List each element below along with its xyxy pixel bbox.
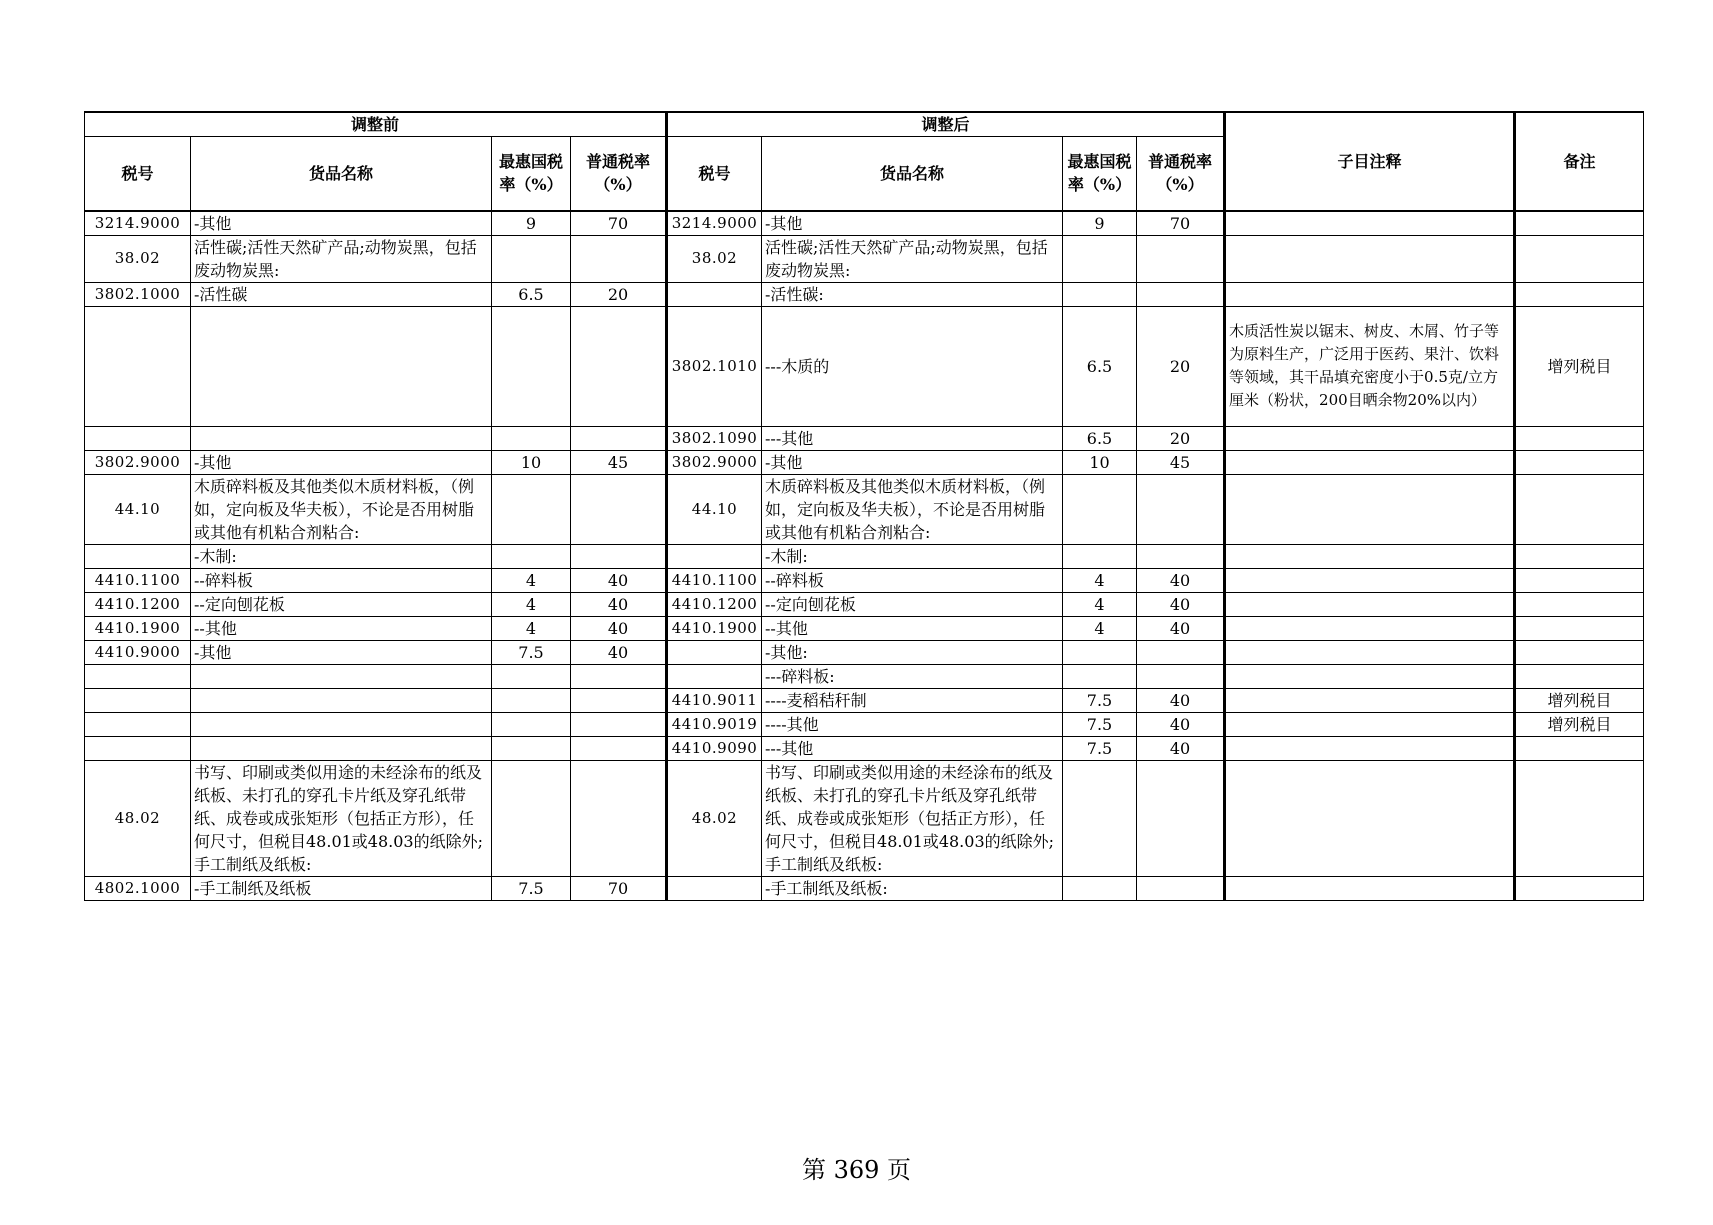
after-goods-name-cell: ----麦稻秸秆制 xyxy=(762,688,1063,712)
before-general-rate-cell xyxy=(571,544,667,568)
table-row xyxy=(85,450,1644,474)
subheading-note-cell xyxy=(1225,211,1515,236)
before-tax-code-cell: 4410.1200 xyxy=(85,592,191,616)
before-mfn-rate-cell: 4 xyxy=(492,616,571,640)
table-row xyxy=(85,688,1644,712)
before-goods-name-cell: --其他 xyxy=(191,616,492,640)
page-number: 第 369 页 xyxy=(801,1156,912,1184)
before-general-rate-cell xyxy=(571,306,667,426)
before-mfn-rate-cell: 6.5 xyxy=(492,282,571,306)
before-goods-name-cell: --定向刨花板 xyxy=(191,592,492,616)
before-tax-code-cell xyxy=(85,544,191,568)
subheading-note-cell xyxy=(1225,592,1515,616)
table-row xyxy=(85,426,1644,450)
remark-cell xyxy=(1515,282,1644,306)
before-mfn-rate-cell: 9 xyxy=(492,211,571,236)
after-mfn-rate-cell xyxy=(1063,760,1137,876)
before-tax-code-cell xyxy=(85,736,191,760)
after-tax-code-cell: 4410.9019 xyxy=(667,712,762,736)
after-general-rate-cell xyxy=(1137,760,1225,876)
group-before-header: 调整前 xyxy=(85,112,667,137)
subheading-note-cell xyxy=(1225,712,1515,736)
remark-cell xyxy=(1515,474,1644,544)
after-goods-name-cell: ---木质的 xyxy=(762,306,1063,426)
after-general-rate-cell xyxy=(1137,282,1225,306)
after-goods-name-cell: ---碎料板: xyxy=(762,664,1063,688)
before-general-rate-cell xyxy=(571,760,667,876)
before-general-rate-cell xyxy=(571,426,667,450)
after-tax-code-header: 税号 xyxy=(667,137,762,211)
after-tax-code-cell: 4410.9011 xyxy=(667,688,762,712)
table-header xyxy=(85,112,1644,211)
before-general-rate-cell: 70 xyxy=(571,211,667,236)
before-goods-name-cell xyxy=(191,736,492,760)
after-mfn-rate-cell xyxy=(1063,282,1137,306)
before-tax-code-cell: 48.02 xyxy=(85,760,191,876)
after-tax-code-cell: 3802.1090 xyxy=(667,426,762,450)
before-goods-name-cell: 活性碳;活性天然矿产品;动物炭黑，包括废动物炭黑: xyxy=(191,235,492,282)
before-goods-name-cell xyxy=(191,664,492,688)
remark-cell xyxy=(1515,640,1644,664)
after-general-rate-cell: 40 xyxy=(1137,736,1225,760)
before-goods-name-cell: -其他 xyxy=(191,640,492,664)
remark-cell xyxy=(1515,450,1644,474)
before-tax-code-cell: 4410.9000 xyxy=(85,640,191,664)
remark-cell xyxy=(1515,876,1644,900)
before-goods-name-cell: --碎料板 xyxy=(191,568,492,592)
before-tax-code-cell: 44.10 xyxy=(85,474,191,544)
before-tax-code-cell xyxy=(85,306,191,426)
subheading-note-cell xyxy=(1225,282,1515,306)
tariff-adjustment-table xyxy=(84,111,1644,901)
after-general-rate-cell xyxy=(1137,235,1225,282)
subheading-note-cell xyxy=(1225,450,1515,474)
before-goods-name-cell xyxy=(191,306,492,426)
after-goods-name-cell: ----其他 xyxy=(762,712,1063,736)
table-row xyxy=(85,474,1644,544)
after-mfn-rate-cell: 6.5 xyxy=(1063,426,1137,450)
before-mfn-rate-header: 最惠国税率（%） xyxy=(492,137,571,211)
before-mfn-rate-cell xyxy=(492,736,571,760)
after-goods-name-cell: ---其他 xyxy=(762,736,1063,760)
after-mfn-rate-cell: 9 xyxy=(1063,211,1137,236)
after-tax-code-cell: 38.02 xyxy=(667,235,762,282)
before-tax-code-cell xyxy=(85,688,191,712)
after-goods-name-header: 货品名称 xyxy=(762,137,1063,211)
after-tax-code-cell: 4410.1200 xyxy=(667,592,762,616)
before-mfn-rate-cell xyxy=(492,426,571,450)
after-tax-code-cell: 4410.1900 xyxy=(667,616,762,640)
remark-cell: 增列税目 xyxy=(1515,688,1644,712)
before-general-rate-cell xyxy=(571,474,667,544)
after-general-rate-header: 普通税率（%） xyxy=(1137,137,1225,211)
after-general-rate-cell: 45 xyxy=(1137,450,1225,474)
before-tax-code-cell: 4802.1000 xyxy=(85,876,191,900)
before-mfn-rate-cell: 4 xyxy=(492,592,571,616)
after-general-rate-cell: 40 xyxy=(1137,568,1225,592)
after-goods-name-cell: 木质碎料板及其他类似木质材料板，（例如，定向板及华夫板），不论是否用树脂或其他有机粘合剂粘合: xyxy=(762,474,1063,544)
remark-cell xyxy=(1515,211,1644,236)
remark-cell xyxy=(1515,616,1644,640)
before-goods-name-cell: -手工制纸及纸板 xyxy=(191,876,492,900)
after-general-rate-cell: 40 xyxy=(1137,616,1225,640)
after-general-rate-cell: 40 xyxy=(1137,592,1225,616)
remark-cell: 增列税目 xyxy=(1515,306,1644,426)
subheading-note-cell xyxy=(1225,544,1515,568)
after-tax-code-cell: 4410.1100 xyxy=(667,568,762,592)
remark-cell xyxy=(1515,736,1644,760)
table-row xyxy=(85,282,1644,306)
before-tax-code-cell xyxy=(85,426,191,450)
after-goods-name-cell: --其他 xyxy=(762,616,1063,640)
after-goods-name-cell: -木制: xyxy=(762,544,1063,568)
after-goods-name-cell: -其他: xyxy=(762,640,1063,664)
before-mfn-rate-cell xyxy=(492,760,571,876)
after-tax-code-cell: 48.02 xyxy=(667,760,762,876)
before-tax-code-cell xyxy=(85,712,191,736)
after-general-rate-cell xyxy=(1137,664,1225,688)
after-general-rate-cell xyxy=(1137,876,1225,900)
remark-cell xyxy=(1515,235,1644,282)
subheading-note-cell xyxy=(1225,736,1515,760)
after-mfn-rate-cell xyxy=(1063,235,1137,282)
table-row xyxy=(85,640,1644,664)
after-tax-code-cell xyxy=(667,640,762,664)
after-general-rate-cell xyxy=(1137,474,1225,544)
before-general-rate-cell xyxy=(571,235,667,282)
after-tax-code-cell xyxy=(667,544,762,568)
before-mfn-rate-cell xyxy=(492,688,571,712)
subheading-note-cell xyxy=(1225,426,1515,450)
before-mfn-rate-cell: 7.5 xyxy=(492,876,571,900)
table-row xyxy=(85,235,1644,282)
before-tax-code-cell xyxy=(85,664,191,688)
before-general-rate-cell: 40 xyxy=(571,616,667,640)
before-general-rate-cell: 40 xyxy=(571,568,667,592)
after-general-rate-cell xyxy=(1137,640,1225,664)
before-goods-name-header: 货品名称 xyxy=(191,137,492,211)
before-tax-code-header: 税号 xyxy=(85,137,191,211)
after-mfn-rate-cell xyxy=(1063,664,1137,688)
remark-cell xyxy=(1515,592,1644,616)
before-goods-name-cell xyxy=(191,688,492,712)
before-mfn-rate-cell xyxy=(492,712,571,736)
before-general-rate-cell xyxy=(571,736,667,760)
after-general-rate-cell: 70 xyxy=(1137,211,1225,236)
before-tax-code-cell: 3214.9000 xyxy=(85,211,191,236)
before-general-rate-cell xyxy=(571,712,667,736)
after-goods-name-cell: --碎料板 xyxy=(762,568,1063,592)
subheading-note-cell xyxy=(1225,235,1515,282)
table-row xyxy=(85,760,1644,876)
subheading-note-cell xyxy=(1225,568,1515,592)
remark-cell xyxy=(1515,568,1644,592)
subheading-note-cell xyxy=(1225,760,1515,876)
before-tax-code-cell: 3802.1000 xyxy=(85,282,191,306)
before-goods-name-cell: -木制: xyxy=(191,544,492,568)
after-mfn-rate-cell: 7.5 xyxy=(1063,712,1137,736)
after-tax-code-cell: 4410.9090 xyxy=(667,736,762,760)
before-tax-code-cell: 4410.1100 xyxy=(85,568,191,592)
table-row xyxy=(85,736,1644,760)
before-general-rate-cell: 45 xyxy=(571,450,667,474)
before-general-rate-cell xyxy=(571,688,667,712)
before-goods-name-cell: -活性碳 xyxy=(191,282,492,306)
before-mfn-rate-cell xyxy=(492,664,571,688)
after-mfn-rate-cell: 6.5 xyxy=(1063,306,1137,426)
after-tax-code-cell: 3214.9000 xyxy=(667,211,762,236)
table-row xyxy=(85,211,1644,236)
before-general-rate-cell: 20 xyxy=(571,282,667,306)
after-mfn-rate-cell: 4 xyxy=(1063,568,1137,592)
table-row xyxy=(85,306,1644,426)
after-general-rate-cell xyxy=(1137,544,1225,568)
after-goods-name-cell: --定向刨花板 xyxy=(762,592,1063,616)
after-mfn-rate-cell xyxy=(1063,640,1137,664)
before-general-rate-cell: 40 xyxy=(571,592,667,616)
table-row xyxy=(85,712,1644,736)
after-mfn-rate-cell: 4 xyxy=(1063,592,1137,616)
after-goods-name-cell: 书写、印刷或类似用途的未经涂布的纸及纸板、未打孔的穿孔卡片纸及穿孔纸带纸、成卷或成张矩形（包括正方形），任何尺寸，但税目48.01或48.03的纸除外;手工制纸及纸板: xyxy=(762,760,1063,876)
before-mfn-rate-cell xyxy=(492,544,571,568)
remark-cell xyxy=(1515,544,1644,568)
remark-cell xyxy=(1515,760,1644,876)
subheading-note-cell: 木质活性炭以锯末、树皮、木屑、竹子等为原料生产，广泛用于医药、果汁、饮料等领域，其干品填充密度小于0.5克/立方厘米（粉状，200目晒余物20%以内） xyxy=(1225,306,1515,426)
after-goods-name-cell: ---其他 xyxy=(762,426,1063,450)
before-tax-code-cell: 3802.9000 xyxy=(85,450,191,474)
subheading-note-cell xyxy=(1225,640,1515,664)
after-mfn-rate-cell: 7.5 xyxy=(1063,688,1137,712)
group-after-header: 调整后 xyxy=(667,112,1225,137)
after-general-rate-cell: 20 xyxy=(1137,306,1225,426)
subheading-note-cell xyxy=(1225,664,1515,688)
group-header-row xyxy=(85,112,1644,137)
remark-header: 备注 xyxy=(1515,112,1644,211)
after-tax-code-cell: 3802.1010 xyxy=(667,306,762,426)
before-goods-name-cell: 木质碎料板及其他类似木质材料板，（例如，定向板及华夫板），不论是否用树脂或其他有机粘合剂粘合: xyxy=(191,474,492,544)
table-row xyxy=(85,616,1644,640)
before-goods-name-cell: -其他 xyxy=(191,450,492,474)
after-general-rate-cell: 40 xyxy=(1137,712,1225,736)
table-row xyxy=(85,876,1644,900)
remark-cell xyxy=(1515,664,1644,688)
before-mfn-rate-cell: 4 xyxy=(492,568,571,592)
before-tax-code-cell: 38.02 xyxy=(85,235,191,282)
before-general-rate-cell xyxy=(571,664,667,688)
after-tax-code-cell: 3802.9000 xyxy=(667,450,762,474)
after-goods-name-cell: -手工制纸及纸板: xyxy=(762,876,1063,900)
after-mfn-rate-cell xyxy=(1063,544,1137,568)
before-general-rate-header: 普通税率（%） xyxy=(571,137,667,211)
table-row xyxy=(85,664,1644,688)
subheading-note-cell xyxy=(1225,474,1515,544)
before-mfn-rate-cell: 10 xyxy=(492,450,571,474)
before-mfn-rate-cell xyxy=(492,474,571,544)
after-mfn-rate-cell: 4 xyxy=(1063,616,1137,640)
after-general-rate-cell: 40 xyxy=(1137,688,1225,712)
before-mfn-rate-cell xyxy=(492,306,571,426)
subheading-note-cell xyxy=(1225,616,1515,640)
before-general-rate-cell: 70 xyxy=(571,876,667,900)
table-row xyxy=(85,568,1644,592)
before-tax-code-cell: 4410.1900 xyxy=(85,616,191,640)
after-tax-code-cell: 44.10 xyxy=(667,474,762,544)
after-mfn-rate-cell: 7.5 xyxy=(1063,736,1137,760)
before-goods-name-cell xyxy=(191,712,492,736)
subheading-note-header: 子目注释 xyxy=(1225,112,1515,211)
after-mfn-rate-cell xyxy=(1063,876,1137,900)
before-mfn-rate-cell: 7.5 xyxy=(492,640,571,664)
remark-cell: 增列税目 xyxy=(1515,712,1644,736)
after-goods-name-cell: -活性碳: xyxy=(762,282,1063,306)
table-row xyxy=(85,544,1644,568)
before-general-rate-cell: 40 xyxy=(571,640,667,664)
after-tax-code-cell xyxy=(667,876,762,900)
after-goods-name-cell: -其他 xyxy=(762,450,1063,474)
remark-cell xyxy=(1515,426,1644,450)
before-goods-name-cell: -其他 xyxy=(191,211,492,236)
before-goods-name-cell xyxy=(191,426,492,450)
subheading-note-cell xyxy=(1225,876,1515,900)
subheading-note-cell xyxy=(1225,688,1515,712)
after-tax-code-cell xyxy=(667,664,762,688)
after-mfn-rate-header: 最惠国税率（%） xyxy=(1063,137,1137,211)
table-row xyxy=(85,592,1644,616)
after-goods-name-cell: -其他 xyxy=(762,211,1063,236)
after-goods-name-cell: 活性碳;活性天然矿产品;动物炭黑，包括废动物炭黑: xyxy=(762,235,1063,282)
table-body xyxy=(85,211,1644,901)
after-mfn-rate-cell: 10 xyxy=(1063,450,1137,474)
after-mfn-rate-cell xyxy=(1063,474,1137,544)
before-mfn-rate-cell xyxy=(492,235,571,282)
after-tax-code-cell xyxy=(667,282,762,306)
before-goods-name-cell: 书写、印刷或类似用途的未经涂布的纸及纸板、未打孔的穿孔卡片纸及穿孔纸带纸、成卷或成张矩形（包括正方形），任何尺寸，但税目48.01或48.03的纸除外;手工制纸及纸板: xyxy=(191,760,492,876)
after-general-rate-cell: 20 xyxy=(1137,426,1225,450)
